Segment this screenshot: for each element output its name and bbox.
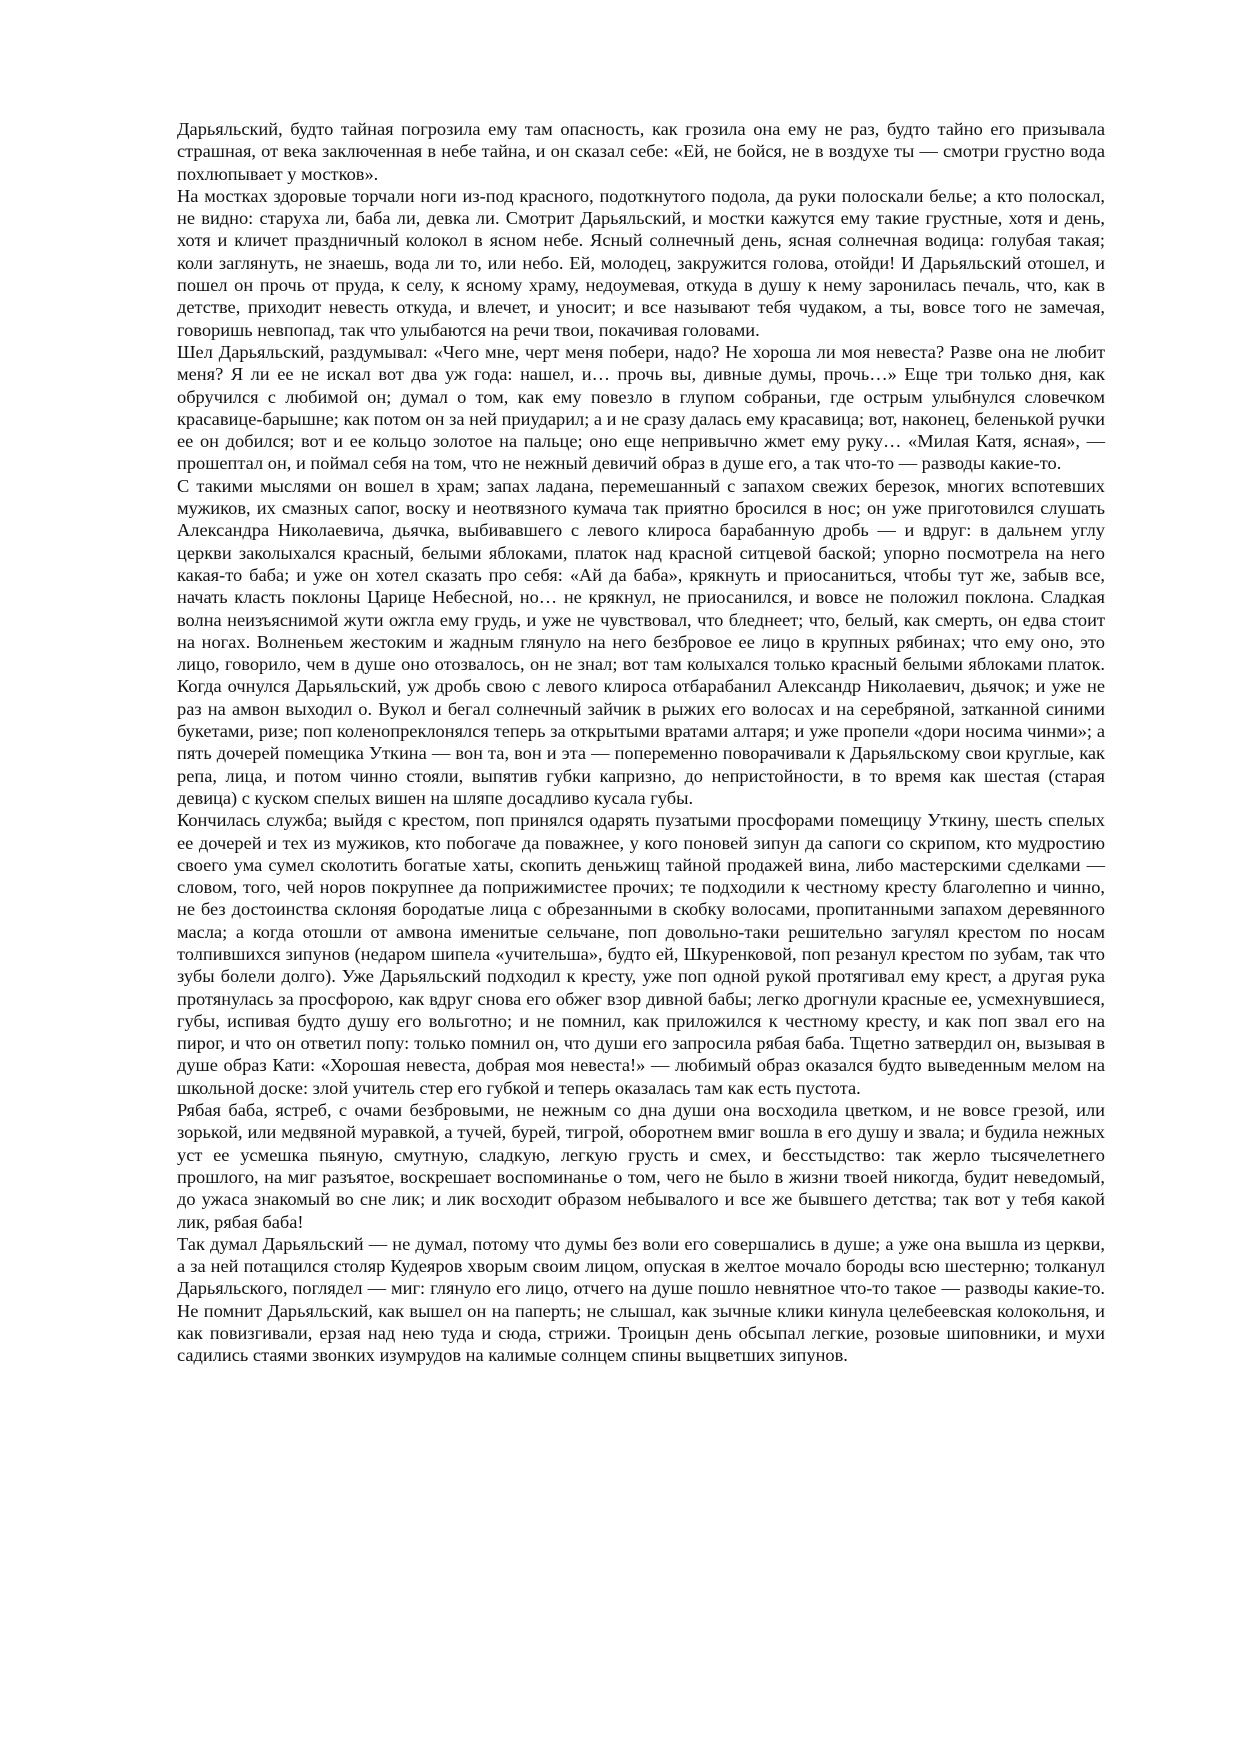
paragraph-7: Так думал Дарьяльский — не думал, потому что думы без воли его совершались в душе; а уже она вышла из церкви, а за ней потащился столяр Кудеяров хворым своим лицом, опуская в желтое мочало бороды всю шестерню; толканул Дарьяльского, поглядел — миг: глянуло его лицо, отчего на душе пошло невнятное что-то такое — разводы какие-то. Не помнит Дарьяльский, как вышел он на паперть; не слышал, как зычные клики кинула целебеевская колокольня, и как повизгивали, ерзая над нею туда и сюда, стрижи. Троицын день обсыпал легкие, розовые шиповники, и мухи садились стаями звонких изумрудов на калимые солнцем спины выцветших зипунов. bbox=[177, 1233, 1105, 1366]
document-page bbox=[177, 118, 1105, 1367]
paragraph-1: Дарьяльский, будто тайная погрозила ему там опасность, как грозила она ему не раз, будто тайно его призывала страшная, от века заключенная в небе тайна, и он сказал себе: «Ей, не бойся, не в воздухе ты — смотри грустно вода похлюпывает у мостков». bbox=[177, 119, 1105, 184]
paragraph-3: Шел Дарьяльский, раздумывал: «Чего мне, черт меня побери, надо? Не хороша ли моя невеста? Разве она не любит меня? Я ли ее не искал вот два уж года: нашел, и… прочь вы, дивные думы, прочь…» Еще три только дня, как обручился с любимой он; думал о том, как ему повезло в глупом собраньи, где острым улыбнулся словечком красавице-барышне; как потом он за ней приударил; а и не сразу далась ему красавица; вот, наконец, беленькой ручки ее он добился; вот и ее кольцо золотое на пальце; оно еще непривычно жмет ему руку… «Милая Катя, ясная», — прошептал он, и поймал себя на том, что не нежный девичий образ в душе его, а так что-то — разводы какие-то. bbox=[177, 341, 1106, 474]
paragraph-5: Кончилась служба; выйдя с крестом, поп принялся одарять пузатыми просфорами помещицу Уткину, шесть спелых ее дочерей и тех из мужиков, кто побогаче да поважнее, у кого поновей зипун да сапоги со скрипом, кто мудростию своего ума сумел сколотить богатые хаты, скопить деньжищ тайной продажей вина, либо мастерскими сделками — словом, того, чей норов покрупнее да поприжимистее прочих; те подходили к честному кресту благолепно и чинно, не без достоинства склоняя бородатые лица с обрезанными в скобку волосами, пропитанными запахом деревянного масла; а когда отошли от амвона именитые сельчане, поп довольно-таки решительно загулял крестом по носам толпившихся зипунов (недаром шипела «учительша», будто ей, Шкуренковой, поп резанул крестом по зубам, так что зубы болели долго). Уже Дарьяльский подходил к кресту, уже поп одной рукой протягивал ему крест, а другая рука протянулась за просфорою, как вдруг снова его обжег взор дивной бабы; легко дрогнули красные ее, усмехнувшиеся, губы, испивая будто душу его вольготно; и не помнил, как приложился к честному кресту, и как поп звал его на пирог, и что он ответил попу: только помнил он, что души его запросила рябая баба. Тщетно затвердил он, вызывая в душе образ Кати: «Хорошая невеста, добрая моя невеста!» — любимый образ оказался будто выведенным мелом на школьной доске: злой учитель стер его губкой и теперь оказалась там как есть пустота. bbox=[177, 810, 1105, 1098]
paragraph-2: На мостках здоровые торчали ноги из-под красного, подоткнутого подола, да руки полоскали белье; а кто полоскал, не видно: старуха ли, баба ли, девка ли. Смотрит Дарьяльский, и мостки кажутся ему такие грустные, хотя и день, хотя и кличет праздничный колокол в ясном небе. Ясный солнечный день, ясная солнечная водица: голубая такая; коли заглянуть, не знаешь, вода ли то, или небо. Ей, молодец, закружится голова, отойди! И Дарьяльский отошел, и пошел он прочь от пруда, к селу, к ясному храму, недоумевая, откуда в душу к нему заронилась печаль, что, как в детстве, приходит невесть откуда, и влечет, и уносит; и все называют тебя чудаком, а ты, вовсе того не замечая, говоришь невпопад, так что улыбаются на речи твои, покачивая головами. bbox=[177, 185, 1105, 340]
paragraph-6: Рябая баба, ястреб, с очами безбровыми, не нежным со дна души она восходила цветком, и не вовсе грезой, или зорькой, или медвяной муравкой, а тучей, бурей, тигрой, оборотнем вмиг вошла в его душу и звала; и будила нежных уст ее усмешка пьяную, смутную, сладкую, легкую грусть и смех, и бесстыдство: так жерло тысячелетнего прошлого, на миг разъятое, воскрешает воспоминанье о том, чего не было в жизни твоей никогда, будит неведомый, до ужаса знакомый во сне лик; и лик восходит образом небывалого и все же бывшего детства; так вот у тебя какой лик, рябая баба! bbox=[177, 1100, 1105, 1232]
paragraph-4: С такими мыслями он вошел в храм; запах ладана, перемешанный с запахом свежих березок, многих вспотевших мужиков, их смазных сапог, воску и неотвязного кумача так приятно бросился в нос; он уже приготовился слушать Александра Николаевича, дьячка, выбивавшего с левого клироса барабанную дробь — и вдруг: в дальнем углу церкви заколыхался красный, белыми яблоками, платок над красной ситцевой баской; упорно посмотрела на него какая-то баба; и уже он хотел сказать про себя: «Ай да баба», крякнуть и приосаниться, чтобы тут же, забыв все, начать класть поклоны Царице Небесной, но… не крякнул, не приосанился, и вовсе не положил поклона. Сладкая волна неизъяснимой жути ожгла ему грудь, и уже не чувствовал, что бледнеет; что, белый, как смерть, он едва стоит на ногах. Волненьем жестоким и жадным глянуло на него безбровое ее лицо в крупных рябинах; что ему оно, это лицо, говорило, чем в душе оно отозвалось, он не знал; вот там колыхался только красный белыми яблоками платок. Когда очнулся Дарьяльский, уж дробь свою с левого клироса отбарабанил Александр Николаевич, дьячок; и уже не раз на амвон выходил о. Вукол и бегал солнечный зайчик в рыжих его волосах и на серебряной, затканной синими букетами, ризе; поп коленопреклонялся теперь за открытыми вратами алтаря; и уже пропели «дори носима чинми»; а пять дочерей помещика Уткина — вон та, вон и эта — попеременно поворачивали к Дарьяльскому свои круглые, как репа, лица, и потом чинно стояли, выпятив губки капризно, до непристойности, в то время как шестая (старая девица) с куском спелых вишен на шляпе досадливо кусала губы. bbox=[177, 475, 1105, 808]
